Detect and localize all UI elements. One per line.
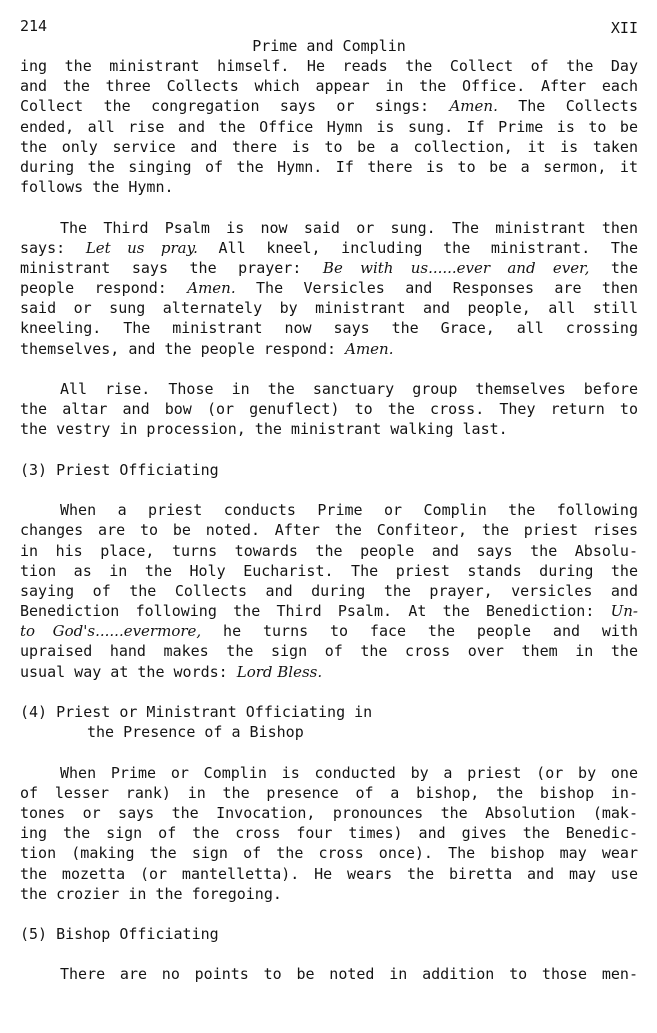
text-line: people respond: Amen. The Versicles and Responses are then	[20, 279, 639, 298]
italic-text: Un-	[610, 602, 638, 621]
heading-line: (3) Priest Officiating	[20, 460, 219, 479]
italic-text: Lord Bless.	[236, 662, 323, 681]
italic-text: Amen.	[345, 339, 394, 358]
italic-text: to God's......evermore,	[20, 622, 202, 641]
text-line: during the singing of the Hymn. If there is to be a sermon, it	[20, 157, 638, 176]
text-line: Collect the congregation says or sings: Amen. The Collects	[20, 97, 638, 116]
text-line: said or sung alternately by ministrant and people, all still	[20, 299, 638, 318]
text-line: There are no points to be noted in addition to those men-	[60, 965, 638, 984]
page-body	[20, 56, 638, 985]
italic-text: Amen.	[187, 279, 236, 298]
text-line: ended, all rise and the Office Hymn is sung. If Prime is to be	[20, 117, 638, 136]
paragraph	[20, 56, 638, 197]
text-line: follows the Hymn.	[20, 178, 174, 197]
text-line: ministrant says the prayer: Be with us......ever and ever, the	[20, 258, 638, 277]
heading-line: the Presence of a Bishop	[87, 723, 304, 742]
text-line: and the three Collects which appear in the Office. After each	[20, 77, 638, 96]
page-header	[20, 12, 638, 56]
text-line: upraised hand makes the sign of the cross over them in the	[20, 642, 638, 661]
text-line: Benediction following the Third Psalm. At the Benediction: Un-	[20, 602, 638, 621]
section-heading-4	[20, 702, 638, 742]
section-heading-5	[20, 924, 638, 944]
text-line: to God's......evermore, he turns to face the people and with	[20, 622, 639, 641]
text-line: kneeling. The ministrant now says the Grace, all crossing	[20, 319, 638, 338]
page-number: 214	[20, 17, 48, 35]
paragraph	[20, 763, 638, 904]
heading-line: (4) Priest or Ministrant Officiating in	[20, 703, 373, 721]
chapter-number: XII	[610, 19, 638, 37]
text-line: changes are to be noted. After the Confiteor, the priest rises	[20, 521, 638, 540]
text-line: The Third Psalm is now said or sung. The ministrant then	[60, 218, 638, 237]
text-line: the altar and bow (or genuflect) to the cross. They return to	[20, 400, 638, 419]
running-title: Prime and Complin	[252, 37, 406, 55]
text-line: ing the sign of the cross four times) and gives the Benedic-	[20, 824, 638, 843]
paragraph	[20, 964, 638, 984]
text-line: tion (making the sign of the cross once). The bishop may wear	[20, 844, 638, 863]
section-heading-3	[20, 460, 638, 480]
heading-line: (5) Bishop Officiating	[20, 925, 219, 944]
italic-text: Be with us......ever and ever,	[322, 258, 590, 277]
text-line: saying of the Collects and during the prayer, versicles and	[20, 581, 638, 600]
text-line: says: Let us pray. All kneel, including the ministrant. The	[20, 238, 639, 257]
text-line: usual way at the words: Lord Bless.	[20, 662, 323, 681]
text-line: All rise. Those in the sanctuary group themselves before	[60, 380, 638, 398]
text-line: the only service and there is to be a collection, it is taken	[20, 137, 638, 156]
paragraph	[20, 500, 638, 682]
text-line: tion as in the Holy Eucharist. The priest stands during the	[20, 561, 638, 580]
text-line: When Prime or Complin is conducted by a priest (or by one	[60, 763, 638, 782]
text-line: the mozetta (or mantelletta). He wears the biretta and may use	[20, 864, 638, 883]
text-line: in his place, turns towards the people and says the Absolu-	[20, 541, 638, 560]
text-line: tones or says the Invocation, pronounces the Absolution (mak-	[20, 803, 638, 822]
book-page	[20, 12, 638, 985]
paragraph	[20, 379, 638, 440]
text-line: ing the ministrant himself. He reads the Collect of the Day	[20, 57, 638, 75]
text-line: When a priest conducts Prime or Complin the following	[60, 501, 638, 520]
text-line: of lesser rank) in the presence of a bishop, the bishop in-	[20, 783, 638, 802]
text-line: the vestry in procession, the ministrant walking last.	[20, 420, 508, 439]
italic-text: Amen.	[449, 97, 498, 116]
text-line: themselves, and the people respond: Amen.	[20, 339, 394, 358]
paragraph	[20, 218, 638, 359]
text-line: the crozier in the foregoing.	[20, 884, 282, 903]
italic-text: Let us pray.	[85, 238, 198, 257]
